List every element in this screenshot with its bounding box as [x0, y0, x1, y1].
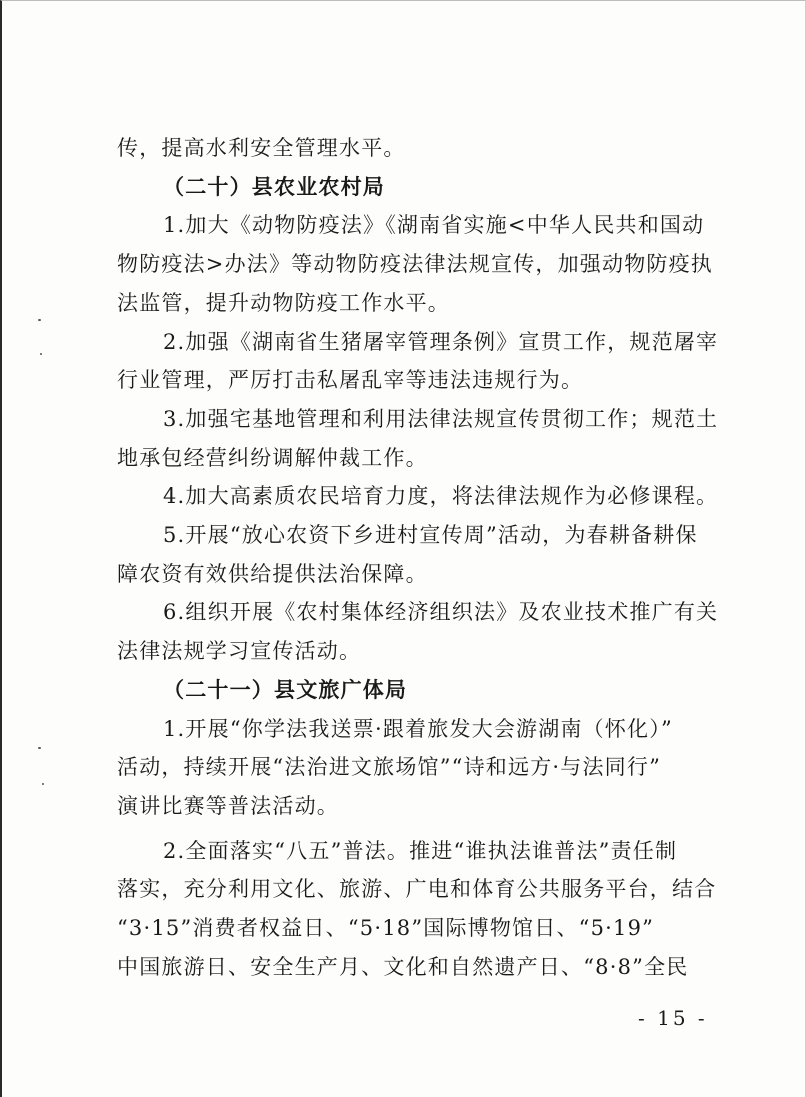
paragraph-line: 2.全面落实“八五”普法。推进“谁执法谁普法”责任制 [163, 838, 678, 863]
document-body [117, 129, 719, 986]
paragraph-line: 物防疫法>办法》等动物防疫法律法规宣传，加强动物防疫执 [117, 252, 713, 277]
paragraph-line: 法律法规学习宣传活动。 [117, 639, 362, 664]
scan-speck [40, 353, 42, 355]
section-heading: （二十一）县文旅广体局 [163, 676, 408, 702]
paragraph-line: “3·15”消费者权益日、“5·18”国际博物馆日、“5·19” [117, 916, 655, 941]
paragraph-line: 5.开展“放心农资下乡进村宣传周”活动，为春耕备耕保 [163, 523, 698, 548]
paragraph-line: 落实，充分利用文化、旅游、广电和体育公共服务平台，结合 [117, 877, 717, 902]
paragraph-line: 2.加强《湖南省生猪屠宰管理条例》宣贯工作，规范屠宰 [163, 329, 719, 354]
paragraph-line: 1.加大《动物防疫法》《湖南省实施<中华人民共和国动 [163, 213, 705, 238]
paragraph-line: 4.加大高素质农民培育力度，将法律法规作为必修课程。 [163, 484, 719, 509]
section-heading: （二十）县农业农村局 [163, 173, 385, 199]
paragraph-line: 中国旅游日、安全生产月、文化和自然遗产日、“8·8”全民 [117, 954, 689, 979]
paragraph-line: 1.开展“你学法我送票·跟着旅发大会游湖南（怀化）” [163, 716, 673, 741]
paragraph-line: 活动，持续开展“法治进文旅场馆”“诗和远方·与法同行” [117, 755, 662, 780]
paragraph-line: 演讲比赛等普法活动。 [117, 793, 339, 818]
paragraph-line: 3.加强宅基地管理和利用法律法规宣传贯彻工作；规范土 [163, 406, 719, 431]
paragraph-line: 地承包经营纠纷调解仲裁工作。 [117, 445, 428, 470]
paragraph-line: 6.组织开展《农村集体经济组织法》及农业技术推广有关 [163, 600, 719, 625]
page-number: - 15 - [638, 1006, 708, 1030]
paragraph-line: 障农资有效供给提供法治保障。 [117, 561, 428, 586]
paragraph-line: 法监管，提升动物防疫工作水平。 [117, 290, 450, 315]
paragraph-line: 行业管理，严厉打击私屠乱宰等违法违规行为。 [117, 368, 584, 393]
text-line: 传，提高水利安全管理水平。 [117, 136, 406, 160]
scan-speck [38, 747, 41, 749]
scan-speck [38, 319, 41, 321]
scan-speck [42, 783, 44, 785]
